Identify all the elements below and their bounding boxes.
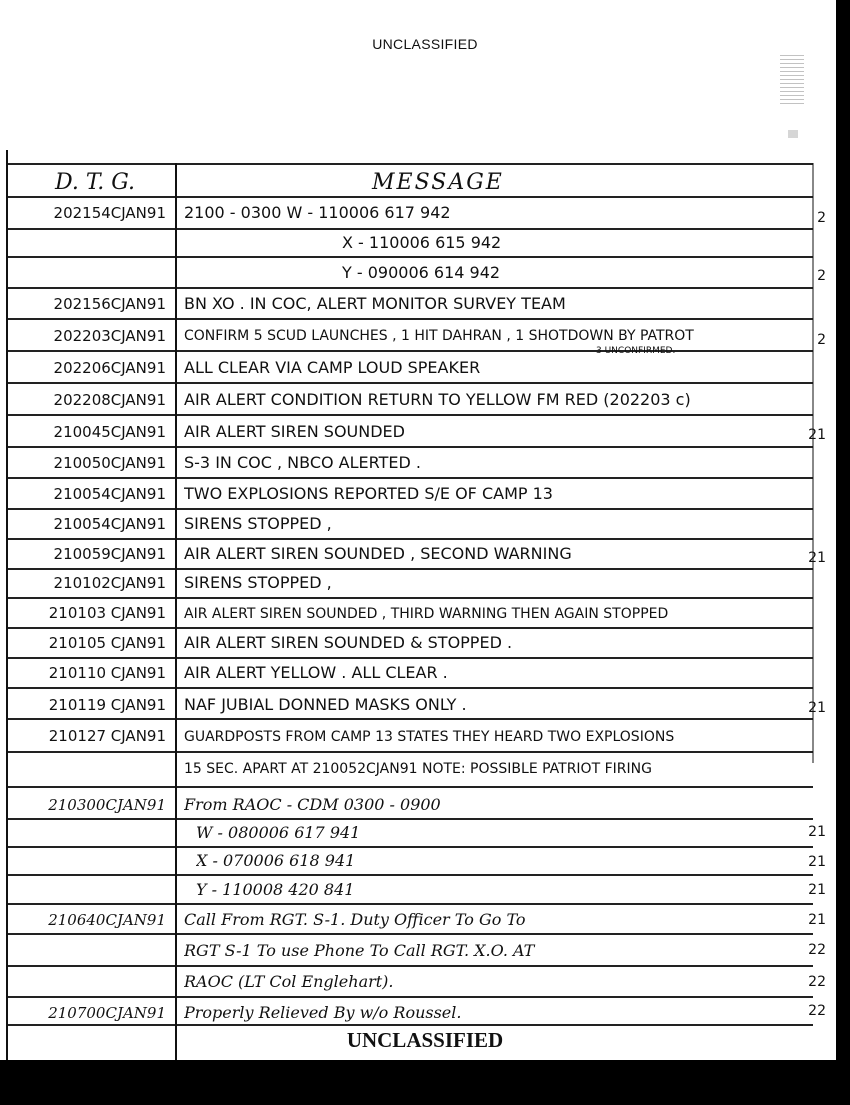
row-dtg: 210050CJAN91 bbox=[53, 454, 166, 472]
row-dtg: 210059CJAN91 bbox=[53, 545, 166, 563]
table-rule bbox=[8, 508, 813, 510]
row-initials: 2 bbox=[817, 332, 826, 348]
row-dtg: 210300CJAN91 bbox=[48, 796, 166, 814]
column-header-message: MESSAGE bbox=[372, 170, 504, 195]
table-rule bbox=[8, 786, 813, 788]
row-message: AIR ALERT YELLOW . ALL CLEAR . bbox=[184, 663, 448, 682]
row-message: X - 110006 615 942 bbox=[342, 233, 502, 252]
row-dtg: 210054CJAN91 bbox=[53, 485, 166, 503]
table-rule bbox=[8, 446, 813, 448]
row-message: W - 080006 617 941 bbox=[196, 823, 361, 842]
row-message: GUARDPOSTS FROM CAMP 13 STATES THEY HEARD TWO EXPLOSIONS bbox=[184, 729, 675, 745]
scan-right-edge bbox=[836, 0, 850, 1105]
row-dtg: 202206CJAN91 bbox=[53, 359, 166, 377]
table-rule bbox=[8, 350, 813, 352]
table-rule bbox=[8, 965, 813, 967]
scan-bottom-bar bbox=[0, 1060, 850, 1105]
row-message: 2100 - 0300 W - 110006 617 942 bbox=[184, 203, 451, 222]
row-initials: 22 bbox=[808, 974, 826, 990]
row-dtg: 210054CJAN91 bbox=[53, 515, 166, 533]
table-rule bbox=[8, 718, 813, 720]
row-dtg: 202156CJAN91 bbox=[53, 295, 166, 313]
row-initials: 22 bbox=[808, 1003, 826, 1019]
row-initials: 21 bbox=[808, 854, 826, 870]
row-initials: 21 bbox=[808, 700, 826, 716]
table-rule bbox=[8, 1024, 813, 1026]
row-dtg: 210102CJAN91 bbox=[53, 574, 166, 592]
table-rule bbox=[8, 228, 813, 230]
column-header-dtg: D. T. G. bbox=[55, 170, 136, 195]
row-message: SIRENS STOPPED , bbox=[184, 514, 332, 533]
row-dtg: 210119 CJAN91 bbox=[48, 696, 166, 714]
row-message: From RAOC - CDM 0300 - 0900 bbox=[184, 795, 441, 814]
row-dtg: 210110 CJAN91 bbox=[48, 664, 166, 682]
row-message: Properly Relieved By w/o Roussel. bbox=[184, 1003, 462, 1022]
table-rule bbox=[8, 751, 813, 753]
row-message: Y - 110008 420 841 bbox=[196, 880, 355, 899]
row-message: AIR ALERT SIREN SOUNDED & STOPPED . bbox=[184, 633, 513, 652]
table-rule bbox=[8, 657, 813, 659]
unconfirmed-note: 3 UNCONFIRMED. bbox=[596, 346, 676, 356]
row-message: TWO EXPLOSIONS REPORTED S/E OF CAMP 13 bbox=[184, 484, 553, 503]
row-initials: 21 bbox=[808, 882, 826, 898]
row-message: SIRENS STOPPED , bbox=[184, 573, 332, 592]
row-message: Call From RGT. S-1. Duty Officer To Go To bbox=[184, 910, 526, 929]
row-message: X - 070006 618 941 bbox=[196, 851, 356, 870]
row-dtg: 210105 CJAN91 bbox=[48, 634, 166, 652]
row-dtg: 210640CJAN91 bbox=[48, 911, 166, 929]
table-rule bbox=[8, 903, 813, 905]
table-rule bbox=[8, 687, 813, 689]
table-rule bbox=[8, 477, 813, 479]
table-rule bbox=[8, 846, 813, 848]
row-dtg: 210103 CJAN91 bbox=[48, 604, 166, 622]
row-message: AIR ALERT SIREN SOUNDED , SECOND WARNING bbox=[184, 544, 572, 563]
table-rule bbox=[8, 538, 813, 540]
table-rule bbox=[8, 597, 813, 599]
column-divider bbox=[175, 163, 177, 1060]
row-initials: 2 bbox=[817, 268, 826, 284]
row-message: S-3 IN COC , NBCO ALERTED . bbox=[184, 453, 421, 472]
row-message: AIR ALERT SIREN SOUNDED bbox=[184, 422, 405, 441]
footer-classification: UNCLASSIFIED bbox=[346, 1028, 504, 1052]
table-rule bbox=[8, 163, 813, 165]
row-message: NAF JUBIAL DONNED MASKS ONLY . bbox=[184, 695, 467, 714]
row-initials: 21 bbox=[808, 824, 826, 840]
row-dtg: 202208CJAN91 bbox=[53, 391, 166, 409]
row-initials: 21 bbox=[808, 912, 826, 928]
row-dtg: 202203CJAN91 bbox=[53, 327, 166, 345]
row-initials: 2 bbox=[817, 210, 826, 226]
table-rule bbox=[8, 382, 813, 384]
row-initials: 21 bbox=[808, 427, 826, 443]
table-rule bbox=[8, 568, 813, 570]
header-classification: UNCLASSIFIED bbox=[372, 36, 478, 52]
row-message: AIR ALERT CONDITION RETURN TO YELLOW FM RED (202203 c) bbox=[184, 390, 691, 409]
row-message: CONFIRM 5 SCUD LAUNCHES , 1 HIT DAHRAN , 1 SHOTDOWN BY PATROT bbox=[184, 328, 694, 344]
table-rule bbox=[8, 996, 813, 998]
row-message: AIR ALERT SIREN SOUNDED , THIRD WARNING THEN AGAIN STOPPED bbox=[184, 606, 669, 622]
table-rule bbox=[8, 874, 813, 876]
row-initials: 21 bbox=[808, 550, 826, 566]
row-dtg: 210700CJAN91 bbox=[48, 1004, 166, 1022]
row-message: Y - 090006 614 942 bbox=[342, 263, 501, 282]
table-rule bbox=[8, 256, 813, 258]
row-message: 15 SEC. APART AT 210052CJAN91 NOTE: POSSIBLE PATRIOT FIRING bbox=[184, 761, 652, 777]
row-message: ALL CLEAR VIA CAMP LOUD SPEAKER bbox=[184, 358, 481, 377]
table-rule bbox=[8, 818, 813, 820]
row-initials: 22 bbox=[808, 942, 826, 958]
table-rule bbox=[8, 318, 813, 320]
right-margin-line bbox=[812, 163, 814, 763]
row-dtg: 210045CJAN91 bbox=[53, 423, 166, 441]
row-message: BN XO . IN COC, ALERT MONITOR SURVEY TEAM bbox=[184, 294, 566, 313]
table-rule bbox=[8, 627, 813, 629]
table-rule bbox=[8, 933, 813, 935]
row-dtg: 210127 CJAN91 bbox=[48, 727, 166, 745]
table-rule bbox=[8, 414, 813, 416]
row-message: RAOC (LT Col Englehart). bbox=[184, 972, 394, 991]
table-rule bbox=[8, 196, 813, 198]
row-message: RGT S-1 To use Phone To Call RGT. X.O. AT bbox=[184, 941, 535, 960]
table-rule bbox=[8, 287, 813, 289]
row-dtg: 202154CJAN91 bbox=[53, 204, 166, 222]
